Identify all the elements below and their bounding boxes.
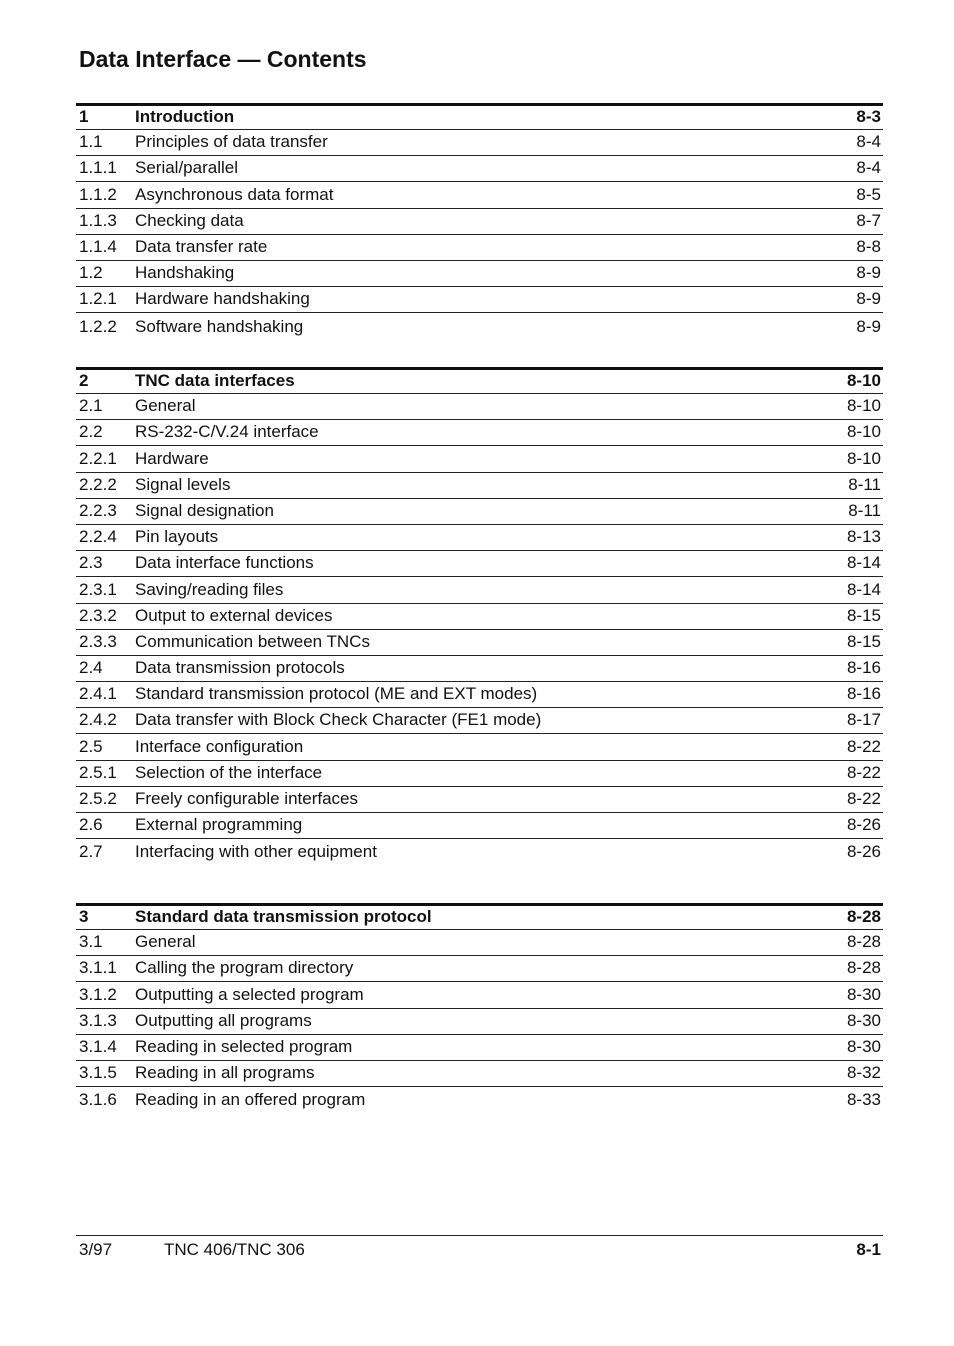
toc-entry-row xyxy=(76,156,883,182)
toc-entry-row xyxy=(76,235,883,261)
toc-entry-title: Handshaking xyxy=(135,263,235,283)
toc-entry-page: 8-17 xyxy=(846,710,881,730)
toc-entry-number: 2.1 xyxy=(79,396,103,416)
toc-entry-number: 1 xyxy=(79,107,89,126)
toc-entry-page: 8-14 xyxy=(846,553,881,573)
toc-entry-number: 3.1 xyxy=(79,932,103,952)
toc-section-introduction xyxy=(76,103,883,340)
toc-entry-number: 2.4.2 xyxy=(79,710,117,730)
toc-entry-title: Selection of the interface xyxy=(135,762,323,782)
toc-entry-number: 2 xyxy=(79,371,89,390)
toc-entry-page: 8-10 xyxy=(846,371,881,390)
toc-entry-title: Signal levels xyxy=(135,474,231,494)
toc-entry-row xyxy=(76,182,883,208)
toc-entry-number: 3.1.5 xyxy=(79,1063,117,1083)
toc-entry-row xyxy=(76,787,883,813)
toc-entry-title: External programming xyxy=(135,815,303,835)
toc-entry-number: 1.2.1 xyxy=(79,289,117,309)
toc-entry-title: General xyxy=(135,396,196,416)
toc-entry-number: 1.1.2 xyxy=(79,184,117,204)
toc-entry-number: 3.1.3 xyxy=(79,1010,117,1030)
toc-entry-row xyxy=(76,813,883,839)
toc-entry-number: 2.4 xyxy=(79,658,103,678)
toc-entry-number: 1.1 xyxy=(79,132,103,152)
toc-chapter-row xyxy=(76,103,883,130)
toc-entry-page: 8-15 xyxy=(846,631,881,651)
toc-entry-row xyxy=(76,656,883,682)
toc-entry-page: 8-30 xyxy=(846,1010,881,1030)
toc-entry-title: Data interface functions xyxy=(135,553,314,573)
toc-entry-title: Outputting a selected program xyxy=(135,984,364,1004)
toc-entry-page: 8-26 xyxy=(846,815,881,835)
toc-entry-page: 8-14 xyxy=(846,579,881,599)
toc-entry-number: 3 xyxy=(79,907,89,926)
toc-entry-title: Data transfer rate xyxy=(135,236,268,256)
toc-entry-page: 8-11 xyxy=(848,474,881,494)
toc-entry-page: 8-10 xyxy=(846,448,881,468)
toc-entry-page: 8-4 xyxy=(856,158,881,178)
toc-entry-title: Serial/parallel xyxy=(135,158,238,178)
toc-entry-row xyxy=(76,473,883,499)
toc-entry-row xyxy=(76,261,883,287)
toc-entry-number: 1.1.4 xyxy=(79,236,117,256)
toc-entry-page: 8-10 xyxy=(846,396,881,416)
toc-entry-title: Standard transmission protocol (ME and EXT modes) xyxy=(135,684,538,704)
toc-entry-row xyxy=(76,209,883,235)
toc-entry-number: 2.2 xyxy=(79,422,103,442)
toc-entry-page: 8-28 xyxy=(846,907,881,926)
toc-entry-title: Freely configurable interfaces xyxy=(135,789,359,808)
toc-entry-row xyxy=(76,1087,883,1113)
toc-entry-title: Saving/reading files xyxy=(135,579,284,599)
toc-entry-number: 1.2.2 xyxy=(79,316,117,336)
toc-entry-title: Outputting all programs xyxy=(135,1010,312,1030)
toc-entry-title: Hardware xyxy=(135,448,209,468)
toc-entry-page: 8-3 xyxy=(856,107,881,126)
toc-entry-number: 2.3.1 xyxy=(79,579,117,599)
toc-entry-title: Data transmission protocols xyxy=(135,658,345,678)
toc-entry-number: 2.4.1 xyxy=(79,684,117,704)
toc-entry-title: Standard data transmission protocol xyxy=(135,907,432,926)
toc-entry-row xyxy=(76,287,883,313)
page-footer xyxy=(76,1235,883,1260)
toc-entry-page: 8-28 xyxy=(846,958,881,978)
toc-entry-page: 8-30 xyxy=(846,984,881,1004)
page-title: Data Interface — Contents xyxy=(79,46,367,72)
toc-entry-number: 1.1.1 xyxy=(79,158,117,178)
toc-entry-row xyxy=(76,604,883,630)
toc-entry-page: 8-5 xyxy=(856,184,881,204)
toc-entry-title: Reading in all programs xyxy=(135,1063,315,1083)
toc-section-standard-protocol xyxy=(76,903,883,1113)
toc-entry-title: TNC data interfaces xyxy=(135,371,295,390)
toc-entry-row xyxy=(76,525,883,551)
toc-entry-page: 8-13 xyxy=(846,527,881,547)
toc-entry-title: Data transfer with Block Check Character (FE1 mode) xyxy=(135,710,542,730)
toc-entry-row xyxy=(76,708,883,734)
toc-entry-number: 2.6 xyxy=(79,815,103,835)
toc-entry-row xyxy=(76,1009,883,1035)
toc-entry-title: Communication between TNCs xyxy=(135,631,370,651)
toc-entry-row xyxy=(76,577,883,603)
toc-entry-number: 3.1.2 xyxy=(79,984,117,1004)
toc-entry-page: 8-33 xyxy=(846,1090,881,1110)
toc-section-tnc-data-interfaces xyxy=(76,367,883,865)
toc-entry-row xyxy=(76,394,883,420)
toc-entry-number: 2.5.1 xyxy=(79,762,117,782)
toc-entry-title: Reading in an offered program xyxy=(135,1090,366,1110)
toc-entry-page: 8-9 xyxy=(856,316,881,336)
toc-entry-page: 8-9 xyxy=(856,289,881,309)
toc-entry-number: 3.1.1 xyxy=(79,958,117,978)
toc-entry-number: 2.5 xyxy=(79,736,103,756)
toc-entry-page: 8-22 xyxy=(846,789,881,808)
toc-chapter-row xyxy=(76,903,883,930)
toc-entry-title: Interfacing with other equipment xyxy=(135,842,377,862)
toc-entry-row xyxy=(76,446,883,472)
toc-entry-title: Software handshaking xyxy=(135,316,304,336)
toc-entry-title: Asynchronous data format xyxy=(135,184,334,204)
toc-entry-row xyxy=(76,930,883,956)
footer-page-number: 8-1 xyxy=(856,1240,881,1259)
footer-model: TNC 406/TNC 306 xyxy=(164,1240,305,1259)
toc-entry-page: 8-16 xyxy=(846,658,881,678)
toc-entry-title: RS-232-C/V.24 interface xyxy=(135,422,319,442)
toc-entry-number: 2.2.3 xyxy=(79,500,117,520)
toc-entry-page: 8-11 xyxy=(848,500,881,520)
toc-entry-title: Calling the program directory xyxy=(135,958,354,978)
toc-entry-number: 2.2.2 xyxy=(79,474,117,494)
toc-entry-row xyxy=(76,761,883,787)
toc-entry-page: 8-7 xyxy=(856,210,881,230)
toc-entry-title: Checking data xyxy=(135,210,244,230)
toc-chapter-row xyxy=(76,367,883,394)
toc-entry-title: Output to external devices xyxy=(135,605,333,625)
toc-entry-row xyxy=(76,130,883,156)
toc-entry-page: 8-8 xyxy=(856,236,881,256)
toc-entry-number: 3.1.6 xyxy=(79,1090,117,1110)
toc-entry-number: 2.5.2 xyxy=(79,789,117,808)
toc-entry-row xyxy=(76,499,883,525)
toc-entry-row xyxy=(76,1035,883,1061)
toc-entry-row xyxy=(76,313,883,339)
toc-entry-title: Principles of data transfer xyxy=(135,132,328,152)
toc-entry-row xyxy=(76,551,883,577)
toc-entry-row xyxy=(76,1061,883,1087)
toc-entry-page: 8-4 xyxy=(856,132,881,152)
toc-entry-row xyxy=(76,956,883,982)
toc-entry-number: 2.3.3 xyxy=(79,631,117,651)
toc-entry-title: Signal designation xyxy=(135,500,274,520)
toc-entry-row xyxy=(76,630,883,656)
toc-entry-title: General xyxy=(135,932,196,952)
toc-entry-page: 8-15 xyxy=(846,605,881,625)
toc-entry-page: 8-10 xyxy=(846,422,881,442)
toc-entry-number: 1.1.3 xyxy=(79,210,117,230)
toc-entry-number: 2.2.1 xyxy=(79,448,117,468)
toc-entry-title: Hardware handshaking xyxy=(135,289,310,309)
toc-entry-number: 2.7 xyxy=(79,842,103,862)
toc-entry-page: 8-30 xyxy=(846,1036,881,1056)
toc-entry-row xyxy=(76,839,883,865)
toc-entry-page: 8-32 xyxy=(846,1063,881,1083)
toc-entry-number: 2.2.4 xyxy=(79,527,117,547)
toc-entry-number: 1.2 xyxy=(79,263,103,283)
footer-date: 3/97 xyxy=(79,1240,113,1259)
toc-entry-title: Introduction xyxy=(135,107,235,126)
toc-entry-page: 8-22 xyxy=(846,736,881,756)
toc-entry-title: Interface configuration xyxy=(135,736,304,756)
toc-entry-title: Reading in selected program xyxy=(135,1036,353,1056)
toc-entry-page: 8-22 xyxy=(846,762,881,782)
toc-entry-page: 8-26 xyxy=(846,842,881,862)
toc-entry-number: 2.3.2 xyxy=(79,605,117,625)
toc-entry-row xyxy=(76,420,883,446)
toc-entry-number: 3.1.4 xyxy=(79,1036,117,1056)
toc-entry-row xyxy=(76,682,883,708)
toc-entry-number: 2.3 xyxy=(79,553,103,573)
toc-entry-page: 8-16 xyxy=(846,684,881,704)
toc-entry-page: 8-9 xyxy=(856,263,881,283)
toc-entry-page: 8-28 xyxy=(846,932,881,952)
toc-entry-row xyxy=(76,734,883,760)
toc-entry-title: Pin layouts xyxy=(135,527,219,547)
toc-entry-row xyxy=(76,982,883,1008)
